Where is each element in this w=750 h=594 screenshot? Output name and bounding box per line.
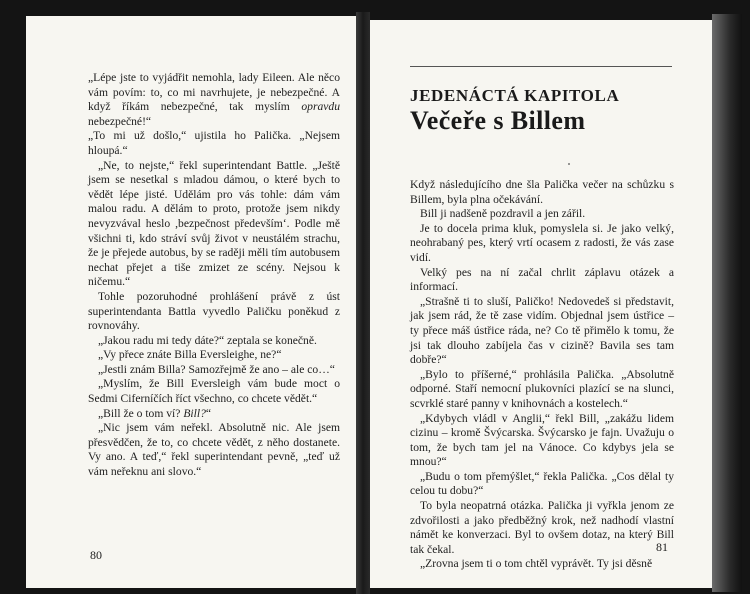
text-run: „Budu o tom přemýšlet,“ řekla Palička. „Cos dělal ty celou tu dobu?“ [410,469,674,498]
text-run: Bill ji nadšeně pozdravil a jen zářil. [420,207,586,221]
italic-text: opravdu [301,100,340,114]
paragraph [88,71,340,129]
paragraph [88,348,340,363]
paragraph [410,207,674,222]
text-run: Tohle pozoruhodné prohlášení právě z úst superintendanta Battla vyvedlo Paličku poněkud z rovnováhy. [88,289,340,333]
right-page-number: 81 [656,540,668,554]
text-run: „Zrovna jsem ti o tom chtěl vyprávět. Ty jsi děsně [420,557,653,571]
text-run: „Jestli znám Billa? Samozřejmě že ano – ale co…“ [98,362,335,376]
right-page-text [410,178,674,572]
text-run: “ [205,406,212,420]
left-page [26,16,356,588]
text-run: „Vy přece znáte Billa Eversleighe, ne?“ [98,348,282,362]
text-run: „Ne, to nejste,“ řekl superintendant Battle. „Ještě jsem se nesetkal s mladou dámou, o které bych to vědět lépe jisté. Udělám pro vás tohle: dám vám malou radu. A dělám to proto, protože jsem nikdy nevyzvával heslo ,bezpečnost především‘. Podle mě všichni ti, kdo stráví svůj život v neustálém strachu, že je přejede autobus, by se raději měli tím autobusem nechat přejet a tiše zmizet ze scény. Nejsou k ničemu.“ [88,158,340,289]
paragraph [410,412,674,470]
text-run: „Lépe jste to vyjádřit nemohla, lady Eileen. Ale něco vám povím: to, co mi navrhujete, je nebezpečné. A když říkám nebezpečné, tak myslím [88,71,340,114]
text-run: „Bill že o tom ví? [98,406,184,420]
italic-text: Bill? [183,406,206,420]
paragraph [88,377,340,406]
text-run: nebezpečné!“ [88,114,152,128]
paragraph [88,159,340,290]
paragraph [410,295,674,368]
paragraph [88,290,340,334]
text-run: Velký pes na ní začal chrlit záplavu otázek a informací. [410,265,674,294]
book-gutter [356,12,370,594]
text-run: „Kdybych vládl v Anglii,“ řekl Bill, „zakážu lidem cizinu – kromě Švýcarska. Švýcarsko je fajn. Uvažuju o tom, že bych tam jel na Vánoce. Co kdybys jela se mnou?“ [410,411,674,469]
right-page [370,20,712,588]
paragraph [410,470,674,499]
ornament-dot [568,163,570,165]
paragraph [88,129,340,158]
paragraph [88,334,340,349]
paragraph [410,499,674,557]
text-run: Je to docela prima kluk, pomyslela si. Je jako velký, neohrabaný pes, který vrtí ocasem z radosti, že vás zase vidí. [410,221,674,264]
paragraph [410,266,674,295]
text-run: „Jakou radu mi tedy dáte?“ zeptala se konečně. [98,333,317,347]
text-run: „Myslím, že Bill Eversleigh vám bude moct o Sedmi Ciferníčích říct všechno, co chcete vědět.“ [88,377,340,406]
left-page-text [88,71,340,480]
paragraph [88,421,340,479]
paragraph [88,407,340,422]
text-run: To byla neopatrná otázka. Palička ji vyřkla jenom ze zdvořilosti a jako předběžný krok, než nadhodí vlastní námět ke konverzaci. Byl to ovšem dotaz, na který Bill tak čekal. [410,499,674,556]
text-run: Když následujícího dne šla Palička večer na schůzku s Billem, byla plna očekávání. [410,178,674,206]
chapter-label: JEDENÁCTÁ KAPITOLA [410,86,620,105]
chapter-title: Večeře s Billem [410,106,586,135]
text-run: „Strašně ti to sluší, Paličko! Nedovedeš si představit, jak jsem rád, že tě zase vidím. Objednal jsem ústřice – ty přece máš ústřice ráda, ne? Co tě přimělo k tomu, že jsi tak dlouho zabíjela čas v cizině? Bavila ses tam dobře?“ [410,294,674,367]
page-edges [712,14,742,592]
paragraph [410,222,674,266]
paragraph [88,363,340,378]
chapter-rule [410,66,672,67]
left-page-number: 80 [90,548,102,562]
paragraph [410,557,674,572]
text-run: „Nic jsem vám neřekl. Absolutně nic. Ale jsem přesvědčen, že to, co chcete vědět, z něho dostanete. Vy ano. A teď,“ řekl superintendant pevně, „teď už vám neřeknu ani slovo.“ [88,421,340,479]
paragraph [410,368,674,412]
paragraph [410,178,674,207]
text-run: „To mi už došlo,“ ujistila ho Palička. „Nejsem hloupá.“ [88,129,340,157]
text-run: „Bylo to příšerné,“ prohlásila Palička. „Absolutně odporné. Staří nemocní plukovníci plazící se na slunci, scvrklé staré panny v knihovnách a kostelech.“ [410,367,674,410]
